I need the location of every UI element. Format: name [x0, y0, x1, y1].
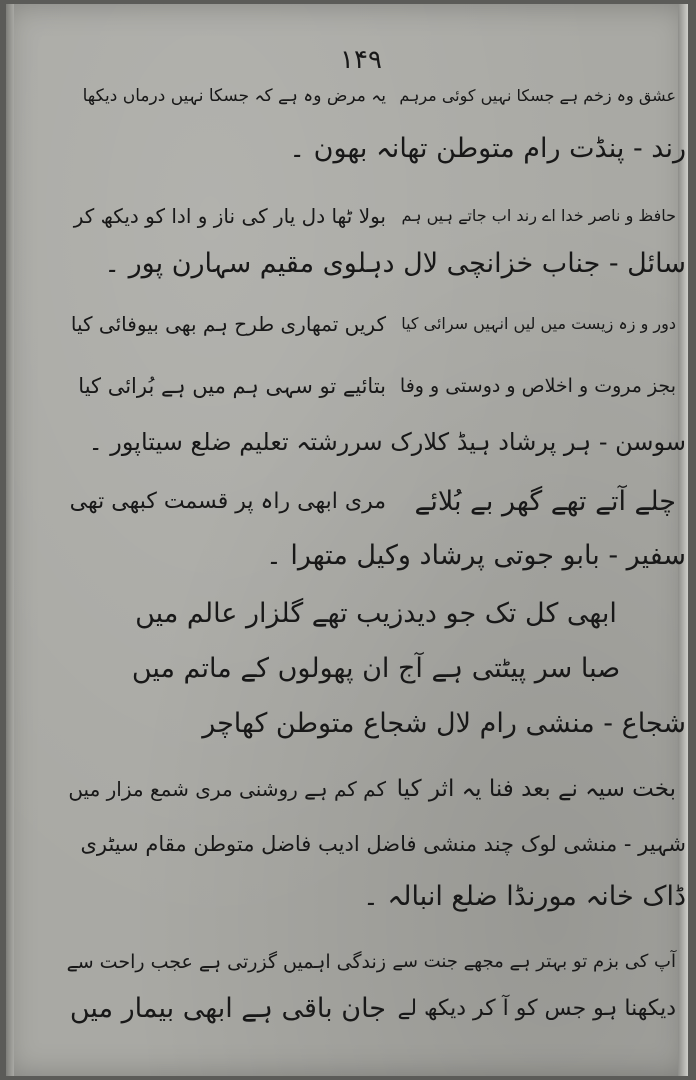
- poet-address: ڈاک خانہ مورنڈا ضلع انبالہ ۔: [363, 881, 686, 912]
- book-page: [6, 4, 688, 1076]
- verse-line: مری ابھی راہ پر قسمت کبھی تھی: [69, 489, 386, 514]
- verse-line: آپ کی بزم تو بہتر ہے مجھے جنت سے: [392, 951, 676, 972]
- verse-line: چلے آتے تھے گھر بے بُلائے: [414, 486, 676, 517]
- verse-line: دیکھنا ہو جس کو آ کر دیکھ لے: [397, 996, 676, 1021]
- verse-line: ابھی کل تک جو دیدزیب تھے گلزار عالم میں: [135, 598, 617, 629]
- verse-line: بتائیے تو سہی ہم میں ہے بُرائی کیا: [78, 374, 386, 398]
- verse-line: یہ مرض وہ ہے کہ جسکا نہیں درماں دیکھا: [82, 86, 386, 106]
- verse-line: صبا سر پیٹتی ہے آج ان پھولوں کے ماتم میں: [131, 653, 621, 684]
- verse-line: عشق وہ زخم ہے جسکا نہیں کوئی مرہم: [399, 86, 676, 105]
- poet-heading: شجاع - منشی رام لال شجاع متوطن کھاچر: [202, 708, 686, 739]
- verse-line: دور و زہ زیست میں لیں انہیں سرائی کیا: [401, 314, 676, 333]
- verse-line: کم کم ہے روشنی مری شمع مزار میں: [68, 777, 386, 801]
- poet-heading: سوسن - ہر پرشاد ہیڈ کلارک سررشتہ تعلیم ضلع سیتاپور ۔: [88, 428, 686, 456]
- verse-line: بجز مروت و اخلاص و دوستی و وفا: [399, 375, 676, 397]
- poet-heading: سفیر - بابو جوتی پرشاد وکیل متھرا ۔: [265, 540, 686, 571]
- verse-line: کریں تمھاری طرح ہم بھی بیوفائی کیا: [70, 312, 386, 336]
- poet-heading: سائل - جناب خزانچی لال دہلوی مقیم سہارن پور ۔: [104, 248, 686, 279]
- verse-line: زندگی اہمیں گزرتی ہے عجب راحت سے: [66, 951, 386, 973]
- page-number: ۱۴۹: [340, 45, 382, 75]
- page-left-edge: [6, 4, 14, 1076]
- poet-heading: شہیر - منشی لوک چند منشی فاضل ادیب فاضل متوطن مقام سیٹری: [80, 832, 686, 856]
- verse-line: جان باقی ہے ابھی بیمار میں: [69, 993, 386, 1024]
- verse-line: حافظ و ناصر خدا اے رند اب جاتے ہیں ہم: [401, 206, 676, 225]
- verse-line: بولا ٹھا دل یار کی ناز و ادا کو دیکھ کر: [73, 204, 386, 228]
- verse-line: بخت سیہ نے بعد فنا یہ اثر کیا: [396, 776, 676, 802]
- poet-heading: رند - پنڈت رام متوطن تھانہ بھون ۔: [289, 133, 686, 164]
